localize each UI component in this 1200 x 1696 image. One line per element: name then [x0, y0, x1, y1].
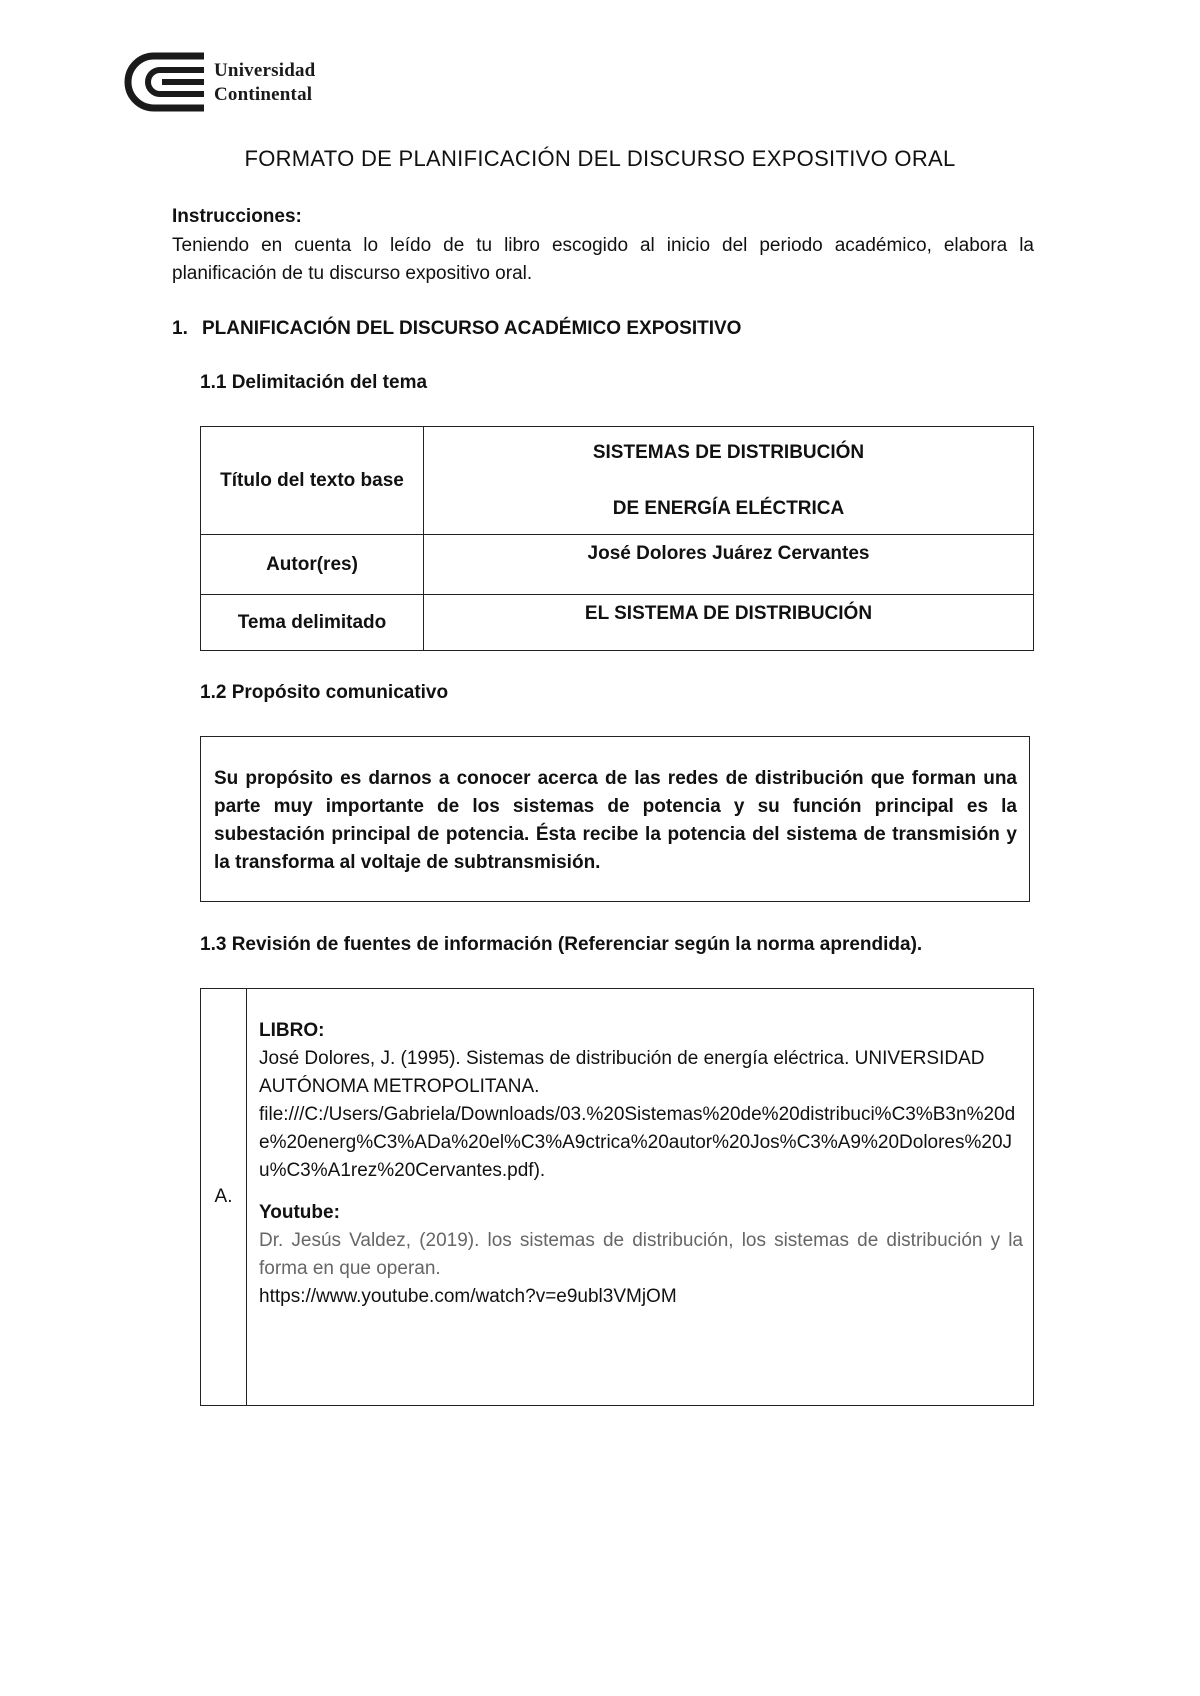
row-value: José Dolores Juárez Cervantes	[424, 535, 1034, 595]
youtube-url: https://www.youtube.com/watch?v=e9ubl3VMjOM	[259, 1286, 677, 1307]
logo-line-2: Continental	[214, 84, 313, 105]
logo-wordmark	[214, 59, 315, 107]
subsection-1-2-title: 1.2 Propósito comunicativo	[200, 682, 449, 703]
topic-table	[200, 426, 1034, 651]
university-logo	[124, 52, 354, 118]
book-heading: LIBRO:	[259, 1020, 325, 1041]
title-line-1: SISTEMAS DE DISTRIBUCIÓN	[592, 441, 865, 463]
row-value	[424, 427, 1034, 535]
row-value: EL SISTEMA DE DISTRIBUCIÓN	[424, 595, 1034, 651]
document-title: FORMATO DE PLANIFICACIÓN DEL DISCURSO EXPOSITIVO ORAL	[244, 146, 956, 171]
youtube-heading: Youtube:	[259, 1202, 340, 1223]
source-body	[247, 989, 1034, 1406]
purpose-box	[200, 736, 1030, 902]
instructions-text: Teniendo en cuenta lo leído de tu libro escogido al inicio del periodo académico, elabora la planificación de tu discurso expositivo oral.	[172, 235, 1034, 284]
source-label: A.	[201, 989, 247, 1406]
instructions-heading: Instrucciones:	[172, 206, 302, 227]
book-url: file:///C:/Users/Gabriela/Downloads/03.%20Sistemas%20de%20distribuci%C3%B3n%20de%20energ%C3%ADa%20el%C3%A9ctrica%20autor%20Jos%C3%A9%20Dolores%20Ju%C3%A1rez%20Cervantes.pdf).	[259, 1104, 1016, 1181]
table-row	[201, 535, 1034, 595]
title-line-2: DE ENERGÍA ELÉCTRICA	[612, 497, 845, 519]
youtube-reference: Dr. Jesús Valdez, (2019). los sistemas de distribución, los sistemas de distribución y la forma en que operan.	[259, 1230, 1023, 1279]
section-1-number: 1.	[172, 318, 188, 339]
sources-table	[200, 988, 1034, 1406]
logo-line-1: Universidad	[214, 60, 316, 81]
book-reference: José Dolores, J. (1995). Sistemas de distribución de energía eléctrica. UNIVERSIDAD AUTÓNOMA METROPOLITANA.	[259, 1048, 985, 1097]
purpose-text: Su propósito es darnos a conocer acerca de las redes de distribución que forman una parte muy importante de los sistemas de potencia y su función principal es la subestación principal de potencia. Ésta recibe la potencia del sistema de transmisión y la transforma al voltaje de subtransmisión.	[214, 768, 1017, 873]
section-1-title: PLANIFICACIÓN DEL DISCURSO ACADÉMICO EXPOSITIVO	[202, 318, 742, 339]
table-row	[201, 989, 1034, 1406]
university-logo-icon	[124, 52, 208, 112]
row-label: Autor(res)	[201, 535, 424, 595]
subsection-1-3-title: 1.3 Revisión de fuentes de información (Referenciar según la norma aprendida).	[200, 934, 923, 955]
row-label: Título del texto base	[201, 427, 424, 535]
table-row	[201, 427, 1034, 535]
table-row	[201, 595, 1034, 651]
subsection-1-1-title: 1.1 Delimitación del tema	[200, 372, 428, 393]
section-1-heading	[172, 318, 741, 340]
row-label: Tema delimitado	[201, 595, 424, 651]
